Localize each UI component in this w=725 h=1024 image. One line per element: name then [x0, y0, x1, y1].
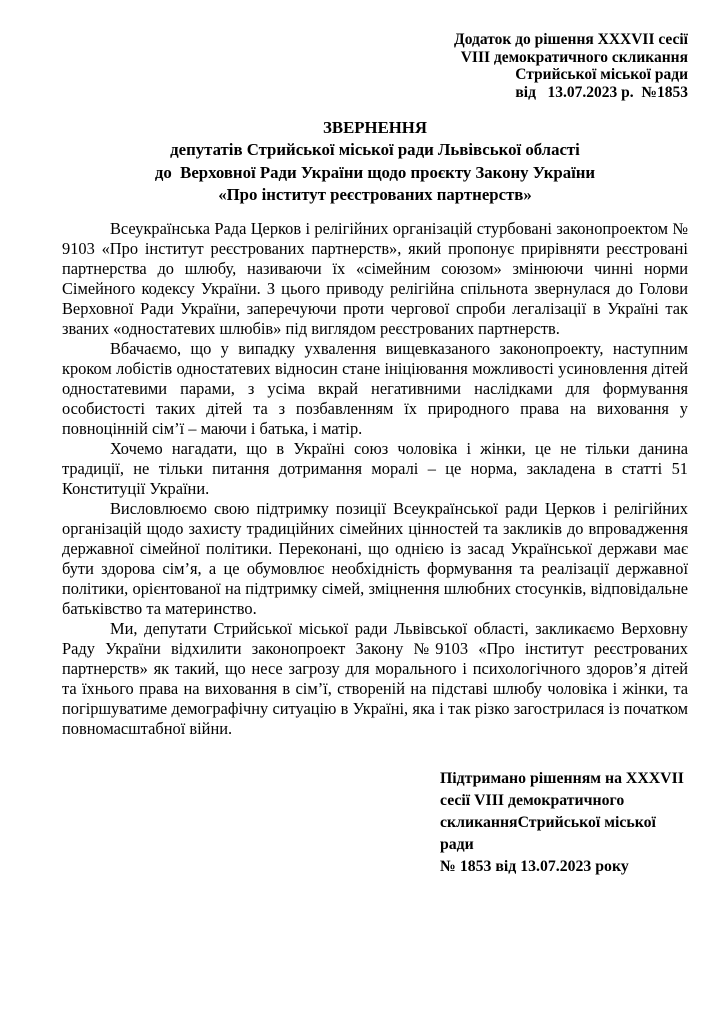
title-line: депутатів Стрийської міської ради Львівської області [170, 140, 580, 160]
document-title [62, 117, 688, 206]
title-line-main: ЗВЕРНЕННЯ [323, 118, 427, 137]
header-reference-line: Додаток до рішення XXXVII сесії [454, 31, 688, 48]
title-line: «Про інститут реєстрованих партнерств» [218, 184, 532, 204]
approval-line: сесії VIII демократичного [440, 792, 625, 810]
approval-line: № 1853 від 13.07.2023 року [440, 858, 629, 876]
approval-line: скликанняСтрийської міської ради [440, 814, 660, 854]
header-reference-line: від 13.07.2023 р. №1853 [515, 83, 688, 101]
document-body [62, 219, 688, 739]
title-line: до Верховної Ради України щодо проєкту Закону України [154, 162, 596, 182]
paragraph: Вбачаємо, що у випадку ухвалення вищевказаного законопроекту, наступним кроком лобістів одностатевих відносин стане ініціювання можливості усиновлення дітей одностатевими парами, з усіма вкрай негативними наслідками для формування особистості таких дітей та з позбавленням їх природного права на виховання у повноцінній сім’ї – маючи і батька, і матір. [62, 339, 688, 439]
header-reference-line: Стрийської міської ради [515, 66, 688, 83]
paragraph: Всеукраїнська Рада Церков і релігійних організацій стурбовані законопроектом № 9103 «Про інститут реєстрованих партнерств», який пропонує прирівняти реєстровані партнерства до шлюбу, називаючи їх «сімейним союзом» змінюючи чинні норми Сімейного кодексу України. З цього приводу релігійна спільнота звернулася до Голови Верховної Ради України, заперечуючи проти чергової спроби легалізації в Україні так званих «одностатевих шлюбів» під виглядом реєстрованих партнерств. [62, 219, 688, 339]
approval-note [440, 768, 688, 878]
paragraph: Хочемо нагадати, що в Україні союз чоловіка і жінки, це не тільки данина традиції, не тільки питання дотримання моралі – це норма, закладена в статті 51 Конституції України. [62, 439, 688, 499]
header-reference [62, 31, 688, 101]
approval-line: Підтримано рішенням на XXXVII [440, 770, 684, 788]
header-reference-line: VIII демократичного скликання [460, 48, 688, 66]
paragraph: Ми, депутати Стрийської міської ради Львівської області, закликаємо Верховну Раду України відхилити законопроект Закону №9103 «Про інститут реєстрованих партнерств» як такий, що несе загрозу для морального і психологічного здоров’я дітей та їхнього права на виховання в сім’ї, створеній на підставі шлюбу чоловіка і жінки, та погіршуватиме демографічну ситуацію в Україні, яка і так різко загострилася із початком повномасштабної війни. [62, 619, 688, 739]
paragraph: Висловлюємо свою підтримку позиції Всеукраїнської ради Церков і релігійних організацій щодо захисту традиційних сімейних цінностей та закликів до впровадження державної сімейної політики. Переконані, що однією із засад Української держави має бути здорова сім’я, а це обумовлює необхідність формування та реалізації державної політики, орієнтованої на підтримку сімей, зміцнення шлюбних стосунків, відповідальне батьківство та материнство. [62, 499, 688, 619]
